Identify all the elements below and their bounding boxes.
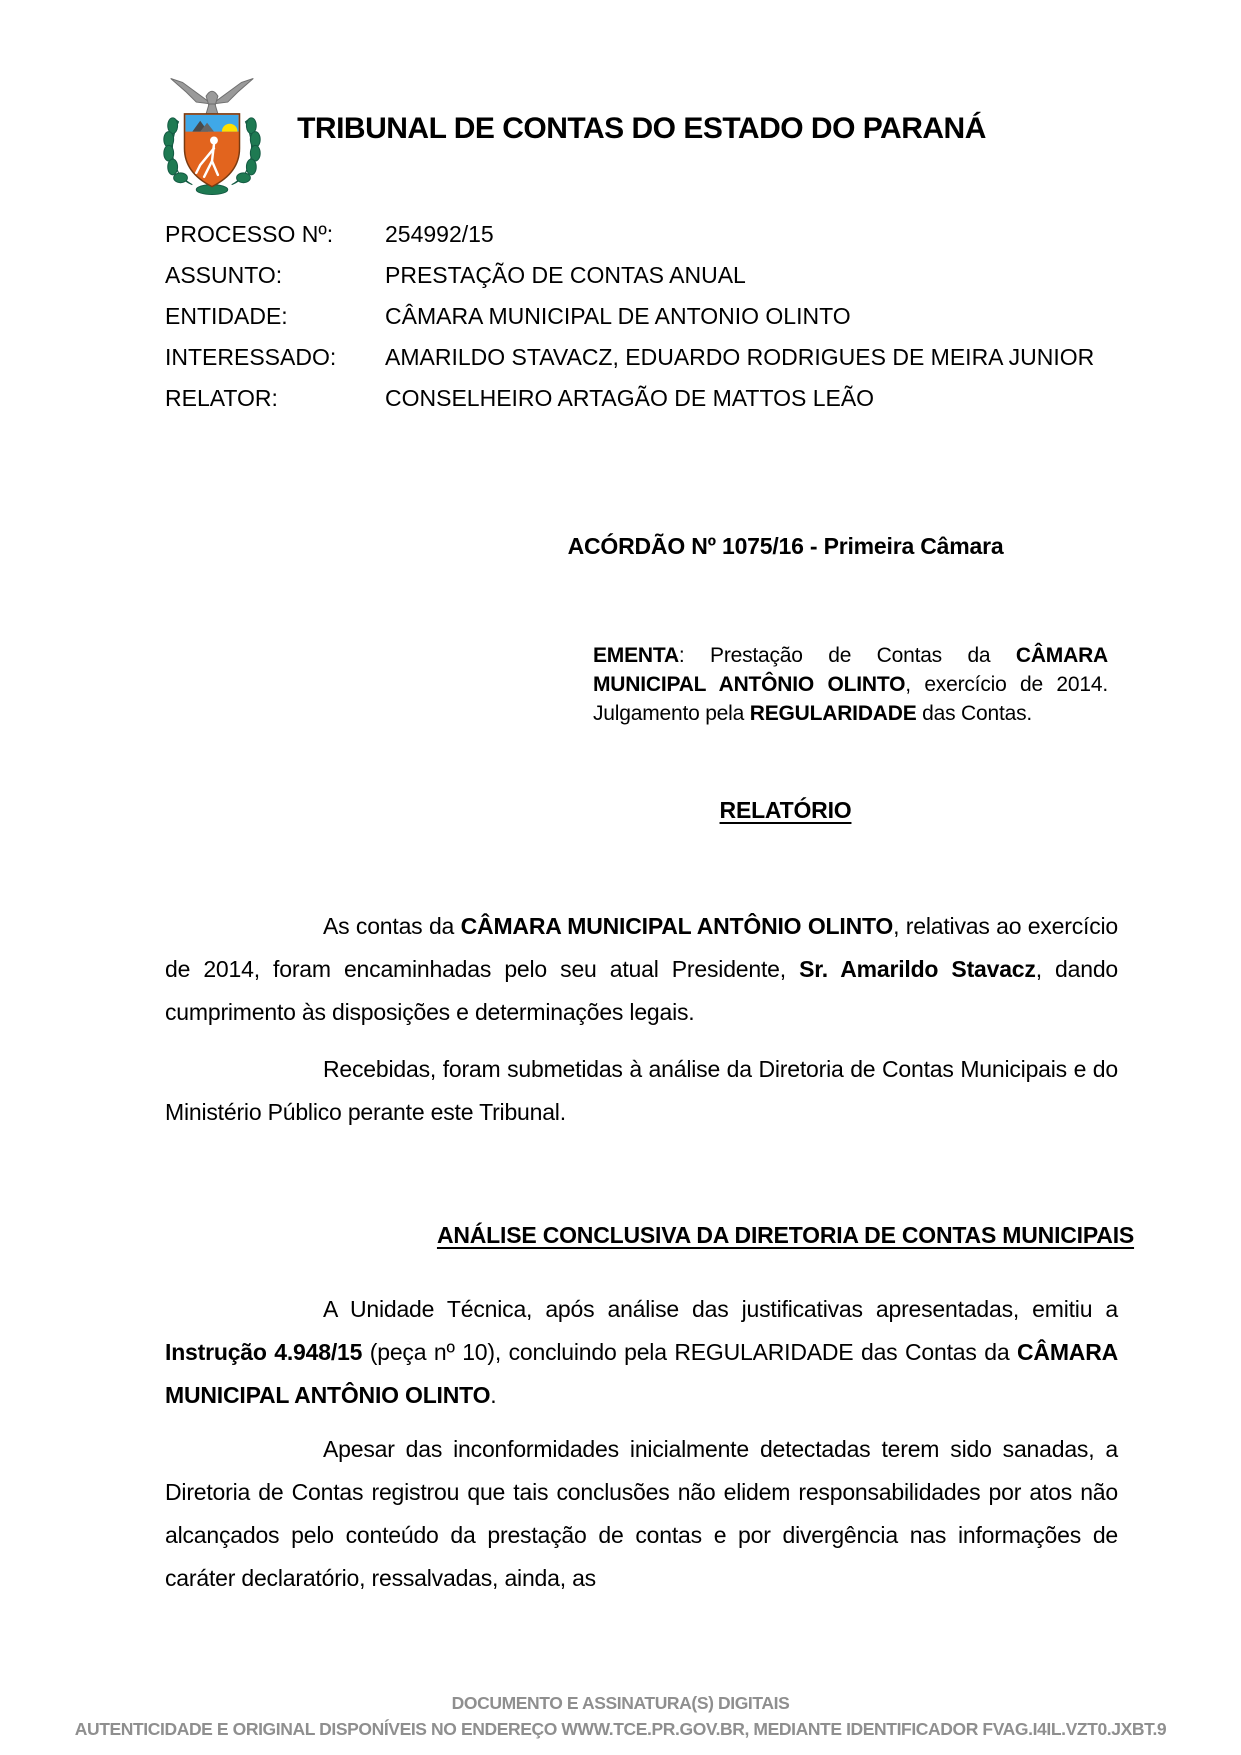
processo-value: 254992/15	[385, 221, 494, 247]
case-info-row-processo	[165, 214, 1118, 255]
entidade-value: CÂMARA MUNICIPAL DE ANTONIO OLINTO	[385, 303, 851, 329]
relator-value: CONSELHEIRO ARTAGÃO DE MATTOS LEÃO	[385, 385, 875, 411]
footer-line-1: DOCUMENTO E ASSINATURA(S) DIGITAIS	[451, 1693, 790, 1713]
assunto-label: ASSUNTO:	[165, 262, 283, 288]
relator-label: RELATOR:	[165, 385, 278, 411]
interessado-value: AMARILDO STAVACZ, EDUARDO RODRIGUES DE MEIRA JUNIOR	[385, 344, 1095, 370]
assunto-value: PRESTAÇÃO DE CONTAS ANUAL	[385, 262, 746, 288]
processo-label: PROCESSO Nº:	[165, 221, 334, 247]
analise-heading: ANÁLISE CONCLUSIVA DA DIRETORIA DE CONTAS MUNICIPAIS	[436, 1222, 1135, 1248]
acordao-heading: ACÓRDÃO Nº 1075/16 - Primeira Câmara	[567, 533, 1004, 559]
relatorio-paragraph-2: Recebidas, foram submetidas à análise da Diretoria de Contas Municipais e do Ministério Público perante este Tribunal.	[165, 1056, 1118, 1125]
case-info-row-entidade	[165, 296, 1118, 337]
analise-paragraph-1: A Unidade Técnica, após análise das justificativas apresentadas, emitiu a Instrução 4.948/15 (peça nº 10), concluindo pela REGULARIDADE das Contas da CÂMARA MUNICIPAL ANTÔNIO OLINTO.	[165, 1296, 1119, 1408]
case-info-row-relator	[165, 378, 1118, 419]
relatorio-heading: RELATÓRIO	[719, 797, 852, 823]
relatorio-paragraph-1: As contas da CÂMARA MUNICIPAL ANTÔNIO OLINTO, relativas ao exercício de 2014, foram encaminhadas pelo seu atual Presidente, Sr. Amarildo Stavacz, dando cumprimento às disposições e determinações legais.	[165, 913, 1119, 1025]
case-info-row-assunto	[165, 255, 1118, 296]
entidade-label: ENTIDADE:	[165, 303, 288, 329]
interessado-label: INTERESSADO:	[165, 344, 337, 370]
digital-signature-footer	[0, 1690, 1241, 1742]
case-info-block	[165, 214, 1118, 419]
footer-line-2: AUTENTICIDADE E ORIGINAL DISPONÍVEIS NO ENDEREÇO WWW.TCE.PR.GOV.BR, MEDIANTE IDENTIFICADOR FVAG.I4IL.VZT0.JXBT.9	[74, 1719, 1167, 1739]
page-title: TRIBUNAL DE CONTAS DO ESTADO DO PARANÁ	[297, 112, 986, 145]
analise-paragraph-2: Apesar das inconformidades inicialmente detectadas terem sido sanadas, a Diretoria de Contas registrou que tais conclusões não elidem responsabilidades por atos não alcançados pelo conteúdo da prestação de contas e por divergência nas informações de caráter declaratório, ressalvadas, ainda, as	[165, 1436, 1118, 1591]
ementa-paragraph: EMENTA: Prestação de Contas da CÂMARA MUNICIPAL ANTÔNIO OLINTO, exercício de 2014. Julgamento pela REGULARIDADE das Contas.	[593, 644, 1108, 725]
case-info-row-interessado	[165, 337, 1118, 378]
